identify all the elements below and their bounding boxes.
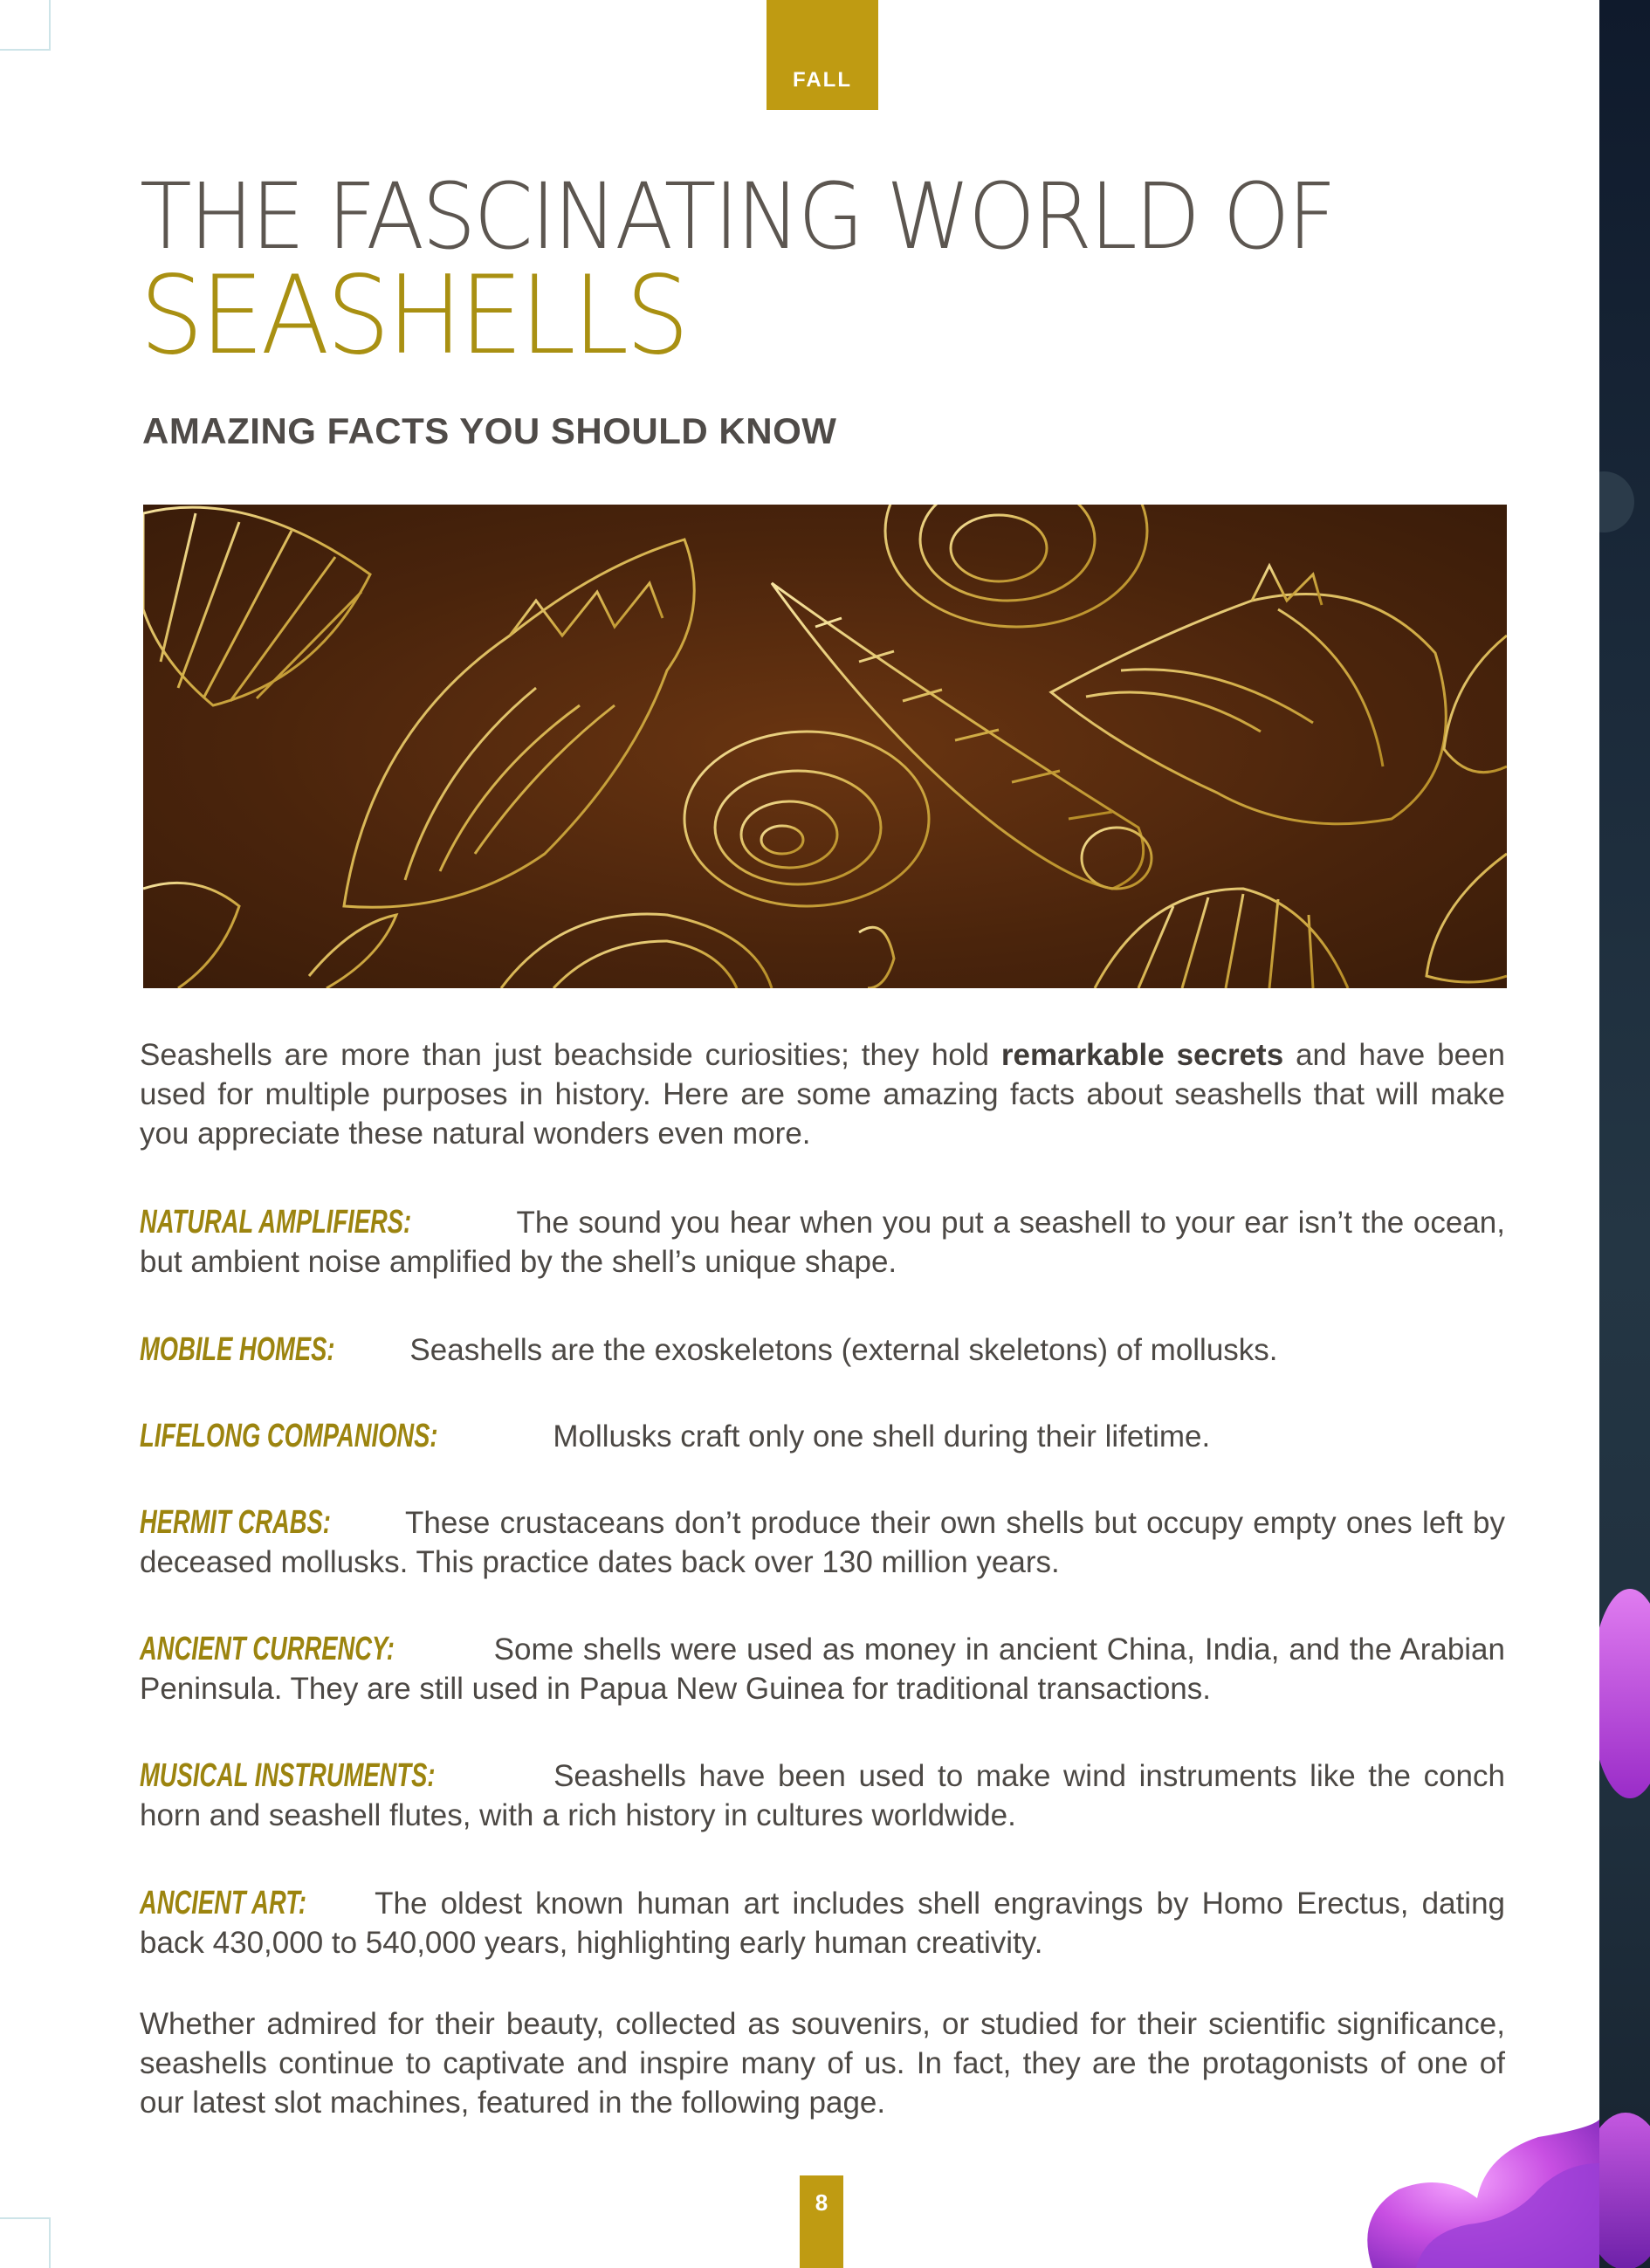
fact-lead: NATURAL AMPLIFIERS: [140, 1204, 412, 1241]
adjacent-page-edge [1599, 0, 1650, 2268]
fact-text: Some shells were used as money in ancient China, India, and the Arabian Peninsula. They are still used in Papua New Guinea for traditional transactions. [140, 1632, 1505, 1706]
intro-paragraph [140, 1035, 1505, 1153]
page-title-highlight: SEASHELLS [140, 253, 686, 379]
seashell-illustration [143, 505, 1507, 988]
decorative-purple-shape [1599, 2113, 1650, 2268]
scallop-shell [143, 507, 370, 705]
closing-paragraph: Whether admired for their beauty, collected as souvenirs, or studied for their scientific significance, seashells continue to captivate and inspire many of us. In fact, they are the protagonists of one of our latest slot machines, featured in the following page. [140, 2007, 1505, 2120]
fact-text: Mollusks craft only one shell during their lifetime. [544, 1419, 1211, 1454]
round-shell [885, 505, 1147, 627]
fact-text: The sound you hear when you put a seashell to your ear isn’t the ocean, but ambient noise amplified by the shell’s unique shape. [140, 1206, 1505, 1279]
fact-text: Seashells are the exoskeletons (external skeletons) of mollusks. [401, 1333, 1278, 1367]
fact-lead: MUSICAL INSTRUMENTS: [140, 1757, 436, 1794]
intro-text: Seashells are more than just beachside curiosities; they hold [140, 1038, 1001, 1072]
page-subtitle: AMAZING FACTS YOU SHOULD KNOW [142, 410, 837, 451]
decorative-purple-shape [1599, 1589, 1650, 1798]
spiral-shell [684, 732, 929, 906]
fact-lead: ANCIENT CURRENCY: [140, 1631, 395, 1667]
fact-item [140, 1630, 1505, 1708]
fact-lead: MOBILE HOMES: [140, 1331, 335, 1368]
fact-item [140, 1417, 1505, 1456]
crop-mark [49, 2217, 51, 2268]
conch-shell [309, 540, 694, 988]
fact-text: These crustaceans don’t produce their own shells but occupy empty ones left by deceased mollusks. This practice dates back over 130 million years. [140, 1506, 1505, 1579]
page-title: THE FASCINATING WORLD OF [140, 163, 1335, 270]
fact-item [140, 1884, 1505, 1962]
crop-mark [0, 2217, 49, 2219]
decorative-purple-shape [1337, 2067, 1599, 2268]
fact-item [140, 1330, 1505, 1370]
page-number-tab [800, 2175, 843, 2268]
turret-shell [772, 583, 1152, 889]
scallop-shell-bottom [1095, 889, 1348, 988]
fact-text: The oldest known human art includes shell engravings by Homo Erectus, dating back 430,000 to 540,000 years, highlighting early human creativity. [140, 1887, 1505, 1960]
fact-item [140, 1503, 1505, 1582]
seashells-banner-image [143, 505, 1507, 988]
fact-lead: LIFELONG COMPANIONS: [140, 1418, 438, 1454]
intro-emphasis: remarkable secrets [1000, 1038, 1284, 1072]
fact-item [140, 1756, 1505, 1835]
fact-lead: HERMIT CRABS: [140, 1504, 331, 1541]
fact-item [140, 1203, 1505, 1282]
section-tab [767, 0, 878, 110]
fact-text: Seashells have been used to make wind instruments like the conch horn and seashell flutes, with a rich history in cultures worldwide. [140, 1759, 1505, 1832]
conch-shell-right [1051, 566, 1446, 824]
page-number: 8 [815, 2189, 828, 2216]
decorative-glow [1599, 471, 1634, 533]
fact-lead: ANCIENT ART: [140, 1885, 307, 1921]
section-tab-label: FALL [793, 68, 852, 92]
crop-mark [49, 0, 51, 51]
intro-text-end: and have been used for multiple purposes in history. Here are some amazing facts about seashells that will make you appreciate these natural wonders even more. [140, 1038, 1506, 1151]
round-shell-bottom [501, 914, 772, 988]
crop-mark [0, 49, 49, 51]
